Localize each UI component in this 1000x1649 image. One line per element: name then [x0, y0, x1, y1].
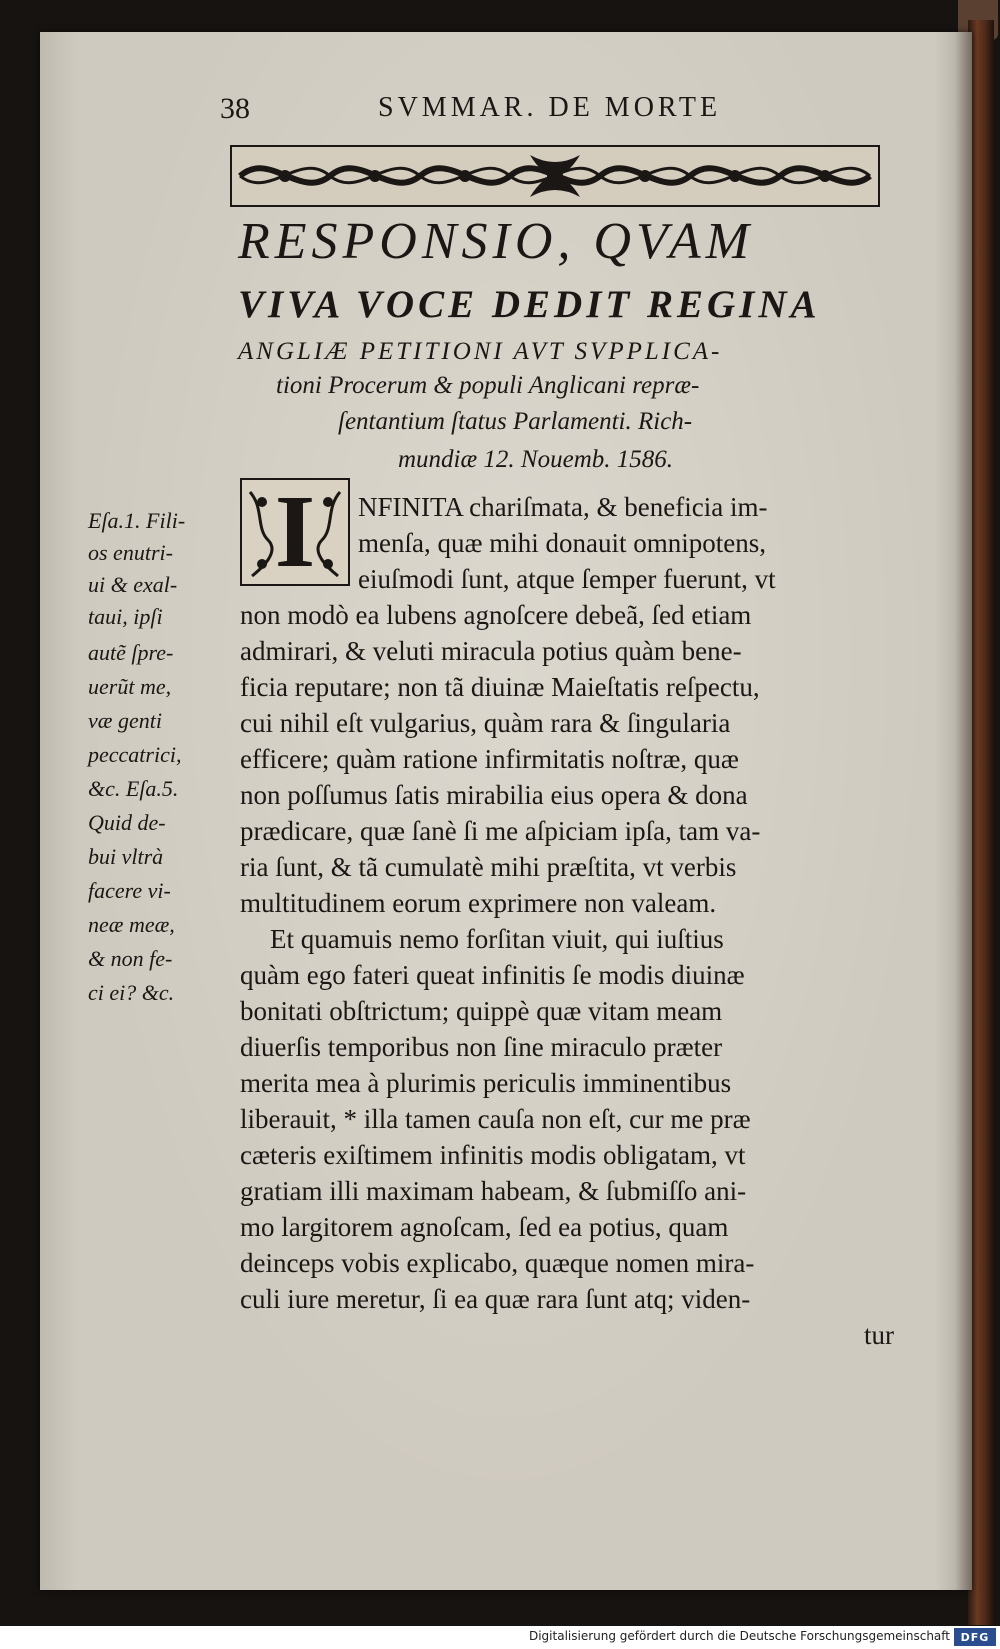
- body-line: non modò ea lubens agnoſcere debeã, ſed etiam: [240, 600, 752, 630]
- title-line-5: ſentantium ſtatus Parlamenti. Rich-: [338, 408, 693, 435]
- headpiece-ornament: [230, 145, 880, 207]
- body-line: multitudinem eorum exprimere non valeam.: [240, 888, 717, 918]
- footer-bar: [0, 1626, 1000, 1649]
- body-line: gratiam illi maximam habeam, & ſubmiſſo ani-: [240, 1176, 747, 1206]
- decorated-initial: [240, 478, 350, 586]
- margin-note-line: &c. Eſa.5.: [88, 776, 179, 801]
- body-line: menſa, quæ mihi donauit omnipotens,: [358, 528, 766, 558]
- initial-letter: I: [274, 478, 316, 586]
- title-line-3: ANGLIÆ PETITIONI AVT SVPPLICA-: [238, 338, 723, 365]
- body-line: ria ſunt, & tã cumulatè mihi præſtita, vt verbis: [240, 852, 737, 882]
- body-line: NFINITA chariſmata, & beneficia im-: [358, 492, 768, 522]
- body-line: merita mea à plurimis periculis imminentibus: [240, 1068, 732, 1098]
- page-gutter-shadow: [955, 32, 972, 1590]
- body-line: liberauit, * illa tamen cauſa non eſt, cur me præ: [240, 1104, 751, 1134]
- funding-notice: Digitalisierung gefördert durch die Deutsche Forschungsgemeinschaft: [528, 1629, 950, 1643]
- body-line: diuerſis temporibus non ſine miraculo præter: [240, 1032, 723, 1062]
- margin-note-line: ci ei? &c.: [88, 980, 175, 1005]
- title-line-4: tioni Procerum & populi Anglicani repræ-: [276, 372, 700, 399]
- margin-note-line: facere vi-: [88, 878, 171, 903]
- body-line: cui nihil eſt vulgarius, quàm rara & ſingularia: [240, 708, 731, 738]
- margin-note-line: taui, ipſi: [88, 604, 163, 629]
- dfg-logo: DFG: [954, 1628, 996, 1646]
- body-line: non poſſumus ſatis mirabilia eius opera & dona: [240, 780, 748, 810]
- margin-note-line: Eſa.1. Fili-: [88, 508, 186, 533]
- title-line-1: RESPONSIO, QVAM: [238, 213, 754, 270]
- margin-note-line: peccatrici,: [88, 742, 182, 767]
- body-line: ficia reputare; non tã diuinæ Maieſtatis reſpectu,: [240, 672, 760, 702]
- page-number: 38: [220, 92, 250, 125]
- body-line: cæteris exiſtimem infinitis modis obligatam, vt: [240, 1140, 746, 1170]
- body-line: quàm ego fateri queat infinitis ſe modis diuinæ: [240, 960, 745, 990]
- title-line-6: mundiæ 12. Nouemb. 1586.: [398, 446, 673, 473]
- margin-note-line: autẽ ſpre-: [88, 640, 174, 665]
- body-line: eiuſmodi ſunt, atque ſemper fuerunt, vt: [358, 564, 776, 594]
- running-head: SVMMAR. DE MORTE: [378, 92, 722, 123]
- margin-note-line: uerũt me,: [88, 674, 172, 699]
- margin-note-line: bui vltrà: [88, 844, 164, 869]
- title-line-2: VIVA VOCE DEDIT REGINA: [238, 283, 821, 326]
- margin-note-line: os enutri-: [88, 540, 173, 565]
- margin-note-line: væ genti: [88, 708, 162, 733]
- margin-note-line: & non fe-: [88, 946, 173, 971]
- body-line: bonitati obſtrictum; quippè quæ vitam meam: [240, 996, 723, 1026]
- margin-note-line: ui & exal-: [88, 572, 178, 597]
- catchword: tur: [864, 1320, 894, 1350]
- body-line: prædicare, quæ ſanè ſi me aſpiciam ipſa, tam va-: [240, 816, 761, 846]
- body-line: efficere; quàm ratione infirmitatis noſtræ, quæ: [240, 744, 739, 774]
- body-line: deinceps vobis explicabo, quæque nomen mira-: [240, 1248, 755, 1278]
- margin-note-line: Quid de-: [88, 810, 166, 835]
- body-line: admirari, & veluti miracula potius quàm bene-: [240, 636, 742, 666]
- margin-note-line: neæ meæ,: [88, 912, 175, 937]
- body-line: Et quamuis nemo forſitan viuit, qui iuſtius: [270, 924, 724, 954]
- body-line: culi iure meretur, ſi ea quæ rara ſunt atq; viden-: [240, 1284, 751, 1314]
- body-line: mo largitorem agnoſcam, ſed ea potius, quam: [240, 1212, 729, 1242]
